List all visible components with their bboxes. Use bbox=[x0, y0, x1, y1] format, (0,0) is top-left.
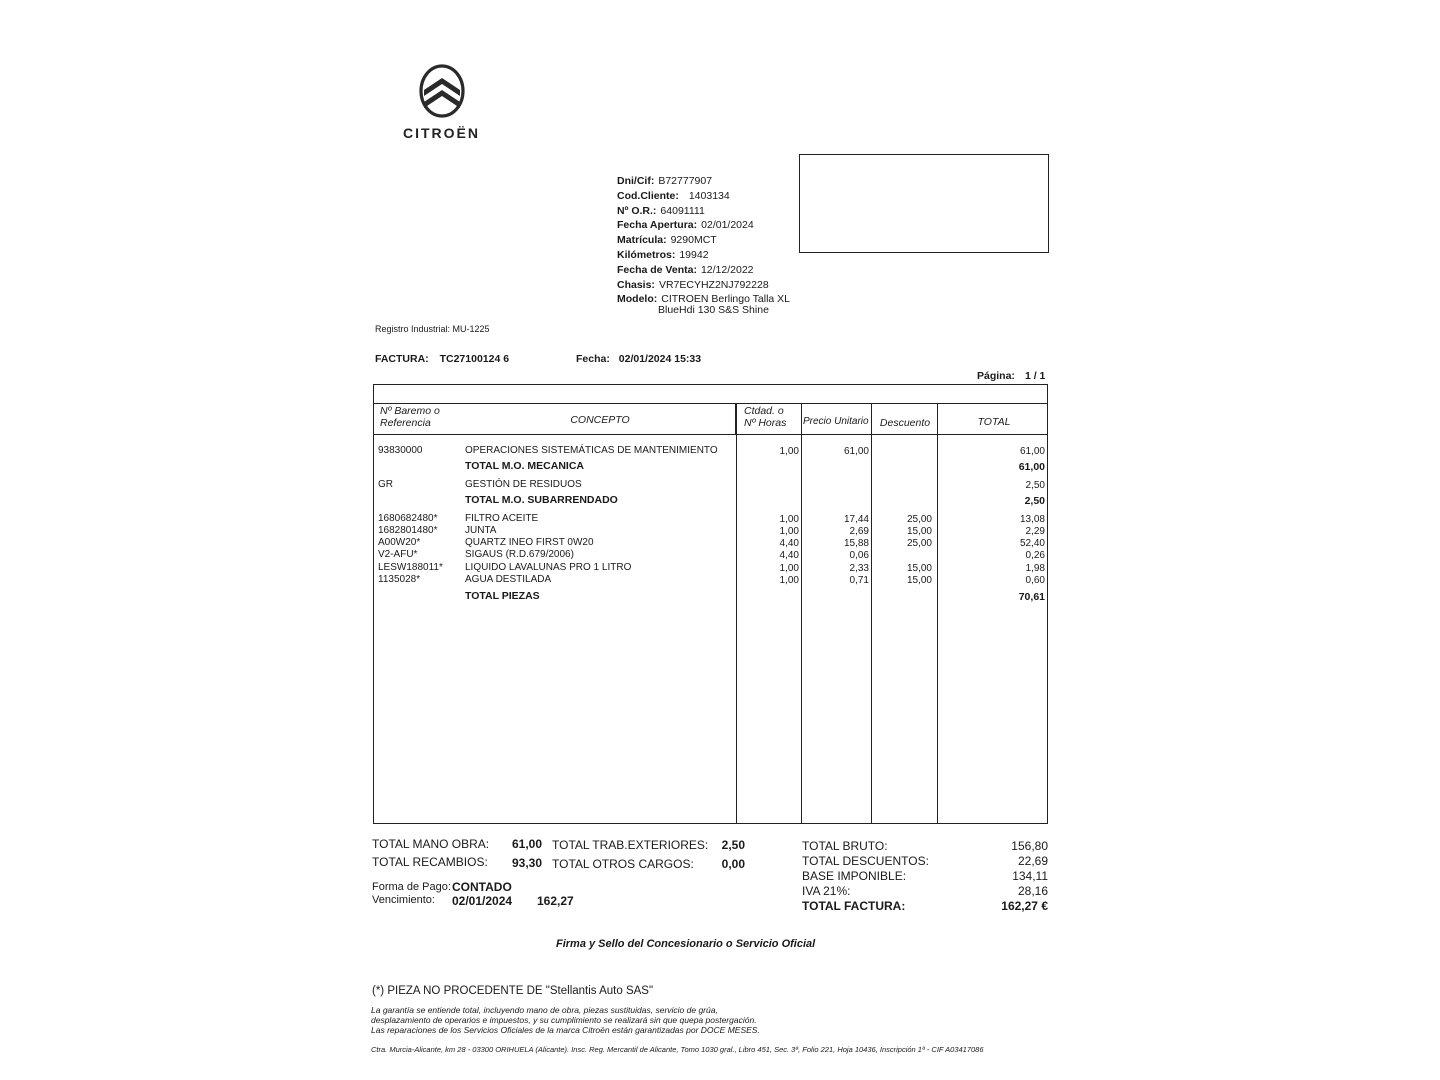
header-separator bbox=[373, 434, 1048, 435]
row-ref: GR bbox=[378, 479, 393, 490]
info-row-matricula: Matrícula: 9290MCT bbox=[617, 234, 717, 247]
row-concepto: GESTIÓN DE RESIDUOS bbox=[465, 479, 582, 490]
row-cantidad: 1,00 bbox=[779, 446, 799, 457]
row-descuento: 15,00 bbox=[906, 575, 932, 586]
header-concepto: CONCEPTO bbox=[570, 414, 630, 426]
row-ref: 93830000 bbox=[378, 445, 423, 456]
row-total: 1,98 bbox=[1025, 563, 1045, 574]
row-concepto: JUNTA bbox=[465, 525, 497, 536]
total-factura-value: 162,27 € bbox=[1001, 899, 1048, 913]
row-total: 0,60 bbox=[1025, 575, 1045, 586]
info-row-dni: Dni/Cif: B72777907 bbox=[617, 175, 713, 187]
vencimiento-date: 02/01/2024 bbox=[452, 894, 513, 908]
row-total: 61,00 bbox=[1019, 446, 1045, 457]
row-concepto: FILTRO ACEITE bbox=[465, 513, 539, 524]
total-recambios-label: TOTAL RECAMBIOS: bbox=[372, 855, 488, 869]
row-ref: LESW188011* bbox=[378, 562, 443, 573]
row-cantidad: 4,40 bbox=[779, 550, 799, 561]
header-precio: Precio Unitario bbox=[803, 416, 869, 427]
row-precio: 61,00 bbox=[843, 446, 869, 457]
pieza-note: (*) PIEZA NO PROCEDENTE DE "Stellantis Auto SAS" bbox=[372, 985, 654, 997]
brand-name: CITROËN bbox=[403, 125, 480, 141]
row-total: 2,29 bbox=[1025, 526, 1045, 537]
iva-value: 28,16 bbox=[1017, 884, 1048, 898]
total-bruto-label: TOTAL BRUTO: bbox=[802, 839, 888, 853]
signature-label: Firma y Sello del Concesionario o Servicio Oficial bbox=[556, 938, 816, 950]
total-descuentos-value: 22,69 bbox=[1017, 854, 1048, 868]
row-cantidad: 4,40 bbox=[779, 538, 799, 549]
invoice-header bbox=[375, 353, 701, 365]
forma-pago-value: CONTADO bbox=[452, 880, 512, 894]
row-total: 13,08 bbox=[1019, 514, 1045, 525]
row-total: 2,50 bbox=[1024, 495, 1045, 507]
row-ref: A00W20* bbox=[378, 537, 421, 548]
row-precio: 0,71 bbox=[849, 575, 869, 586]
column-divider bbox=[801, 404, 802, 823]
row-cantidad: 1,00 bbox=[779, 526, 799, 537]
total-mano-obra-label: TOTAL MANO OBRA: bbox=[372, 837, 490, 851]
total-otros-label: TOTAL OTROS CARGOS: bbox=[552, 857, 694, 871]
header-ref: Nº Baremo o Referencia bbox=[380, 405, 440, 429]
row-descuento: 15,00 bbox=[906, 563, 932, 574]
row-precio: 0,06 bbox=[849, 550, 869, 561]
total-recambios-value: 93,30 bbox=[511, 856, 542, 870]
row-precio: 15,88 bbox=[843, 538, 869, 549]
column-divider bbox=[735, 404, 736, 434]
row-precio: 2,33 bbox=[849, 563, 869, 574]
row-descuento: 25,00 bbox=[906, 514, 932, 525]
row-concepto: SIGAUS (R.D.679/2006) bbox=[465, 549, 574, 560]
info-row-kilometros: Kilómetros: 19942 bbox=[617, 248, 709, 261]
info-row-fecha-venta: Fecha de Venta: 12/12/2022 bbox=[617, 263, 754, 276]
info-row-chasis: Chasis: VR7ECYHZ2NJ792228 bbox=[617, 278, 769, 291]
row-cantidad: 1,00 bbox=[779, 575, 799, 586]
citroen-logo-icon bbox=[416, 64, 468, 120]
address-box bbox=[799, 154, 1049, 253]
garantia-text: La garantía se entiende total, incluyendo mano de obra, piezas sustituidas, servicio de grúa, desplazamiento de operarios e impuestos, y su cumplimiento se realizará sin que quepa postergación. Las reparaciones de los Servicios Oficiales de la marca Citroën están garantizadas por DOCE MESES. bbox=[371, 1005, 760, 1035]
info-row-modelo: Modelo: CITROEN Berlingo Talla XL BlueHdi 130 S&S Shine bbox=[617, 293, 791, 317]
total-factura-label: TOTAL FACTURA: bbox=[802, 899, 906, 913]
row-ref: 1682801480* bbox=[378, 525, 438, 536]
total-descuentos-label: TOTAL DESCUENTOS: bbox=[802, 854, 929, 868]
row-concepto: OPERACIONES SISTEMÁTICAS DE MANTENIMIENTO bbox=[465, 445, 718, 456]
info-row-cliente: Cod.Cliente: 1403134 bbox=[617, 189, 730, 202]
header-total: TOTAL bbox=[977, 416, 1011, 428]
row-total: 2,50 bbox=[1025, 480, 1045, 491]
factura-number: TC27100124 6 bbox=[439, 353, 510, 365]
page-number: Página: 1 / 1 bbox=[977, 370, 1046, 382]
total-trab-ext-label: TOTAL TRAB.EXTERIORES: bbox=[552, 838, 709, 852]
header-descuento: Descuento bbox=[879, 417, 931, 429]
iva-label: IVA 21%: bbox=[802, 884, 851, 898]
total-mano-obra-value: 61,00 bbox=[511, 837, 542, 851]
row-total: 52,40 bbox=[1019, 538, 1045, 549]
total-bruto-value: 156,80 bbox=[1011, 839, 1048, 853]
fecha-value: 02/01/2024 15:33 bbox=[618, 353, 702, 365]
row-descuento: 15,00 bbox=[906, 526, 932, 537]
header-cantidad: Ctdad. o Nº Horas bbox=[744, 405, 787, 429]
row-cantidad: 1,00 bbox=[779, 563, 799, 574]
vencimiento-amount: 162,27 bbox=[537, 894, 574, 908]
row-ref: 1135028* bbox=[378, 574, 421, 585]
info-row-fecha-apertura: Fecha Apertura: 02/01/2024 bbox=[617, 219, 754, 232]
row-concepto: QUARTZ INEO FIRST 0W20 bbox=[465, 537, 594, 548]
row-precio: 17,44 bbox=[843, 514, 869, 525]
row-precio: 2,69 bbox=[849, 526, 869, 537]
row-concepto: AGUA DESTILADA bbox=[465, 574, 552, 585]
row-cantidad: 1,00 bbox=[779, 514, 799, 525]
row-concepto: LIQUIDO LAVALUNAS PRO 1 LITRO bbox=[465, 562, 632, 573]
row-ref: 1680682480* bbox=[378, 513, 438, 524]
column-divider bbox=[871, 404, 872, 823]
registro-industrial: Registro Industrial: MU-1225 bbox=[375, 324, 490, 334]
factura-label: FACTURA: bbox=[375, 353, 429, 365]
base-imponible-label: BASE IMPONIBLE: bbox=[802, 869, 907, 883]
row-concepto: TOTAL M.O. SUBARRENDADO bbox=[465, 494, 618, 506]
row-ref: V2-AFU* bbox=[378, 549, 418, 560]
column-divider bbox=[937, 404, 938, 823]
base-imponible-value: 134,11 bbox=[1012, 869, 1048, 883]
client-info bbox=[617, 174, 790, 316]
table-top-strip bbox=[373, 384, 1048, 404]
fecha-label: Fecha: bbox=[576, 353, 610, 365]
row-descuento: 25,00 bbox=[906, 538, 932, 549]
vencimiento-label: Vencimiento: bbox=[372, 894, 435, 906]
row-total: 61,00 bbox=[1018, 461, 1045, 473]
row-concepto: TOTAL PIEZAS bbox=[465, 590, 540, 602]
total-trab-ext-value: 2,50 bbox=[721, 838, 745, 852]
row-concepto: TOTAL M.O. MECANICA bbox=[465, 460, 584, 472]
info-row-or: Nº O.R.: 64091111 bbox=[617, 204, 705, 217]
row-total: 70,61 bbox=[1018, 591, 1045, 603]
row-total: 0,26 bbox=[1025, 550, 1045, 561]
total-otros-value: 0,00 bbox=[721, 857, 745, 871]
forma-pago-label: Forma de Pago: bbox=[372, 881, 451, 893]
footer-address: Ctra. Murcia-Alicante, km 28 - 03300 ORIHUELA (Alicante). Insc. Reg. Mercantil de Alicante, Tomo 1030 gral., Libro 451, Sec. 3ª, Folio 221, Hoja 10436, Inscripción 1ª - CIF A03417086 bbox=[371, 1045, 984, 1054]
column-divider bbox=[736, 404, 737, 823]
